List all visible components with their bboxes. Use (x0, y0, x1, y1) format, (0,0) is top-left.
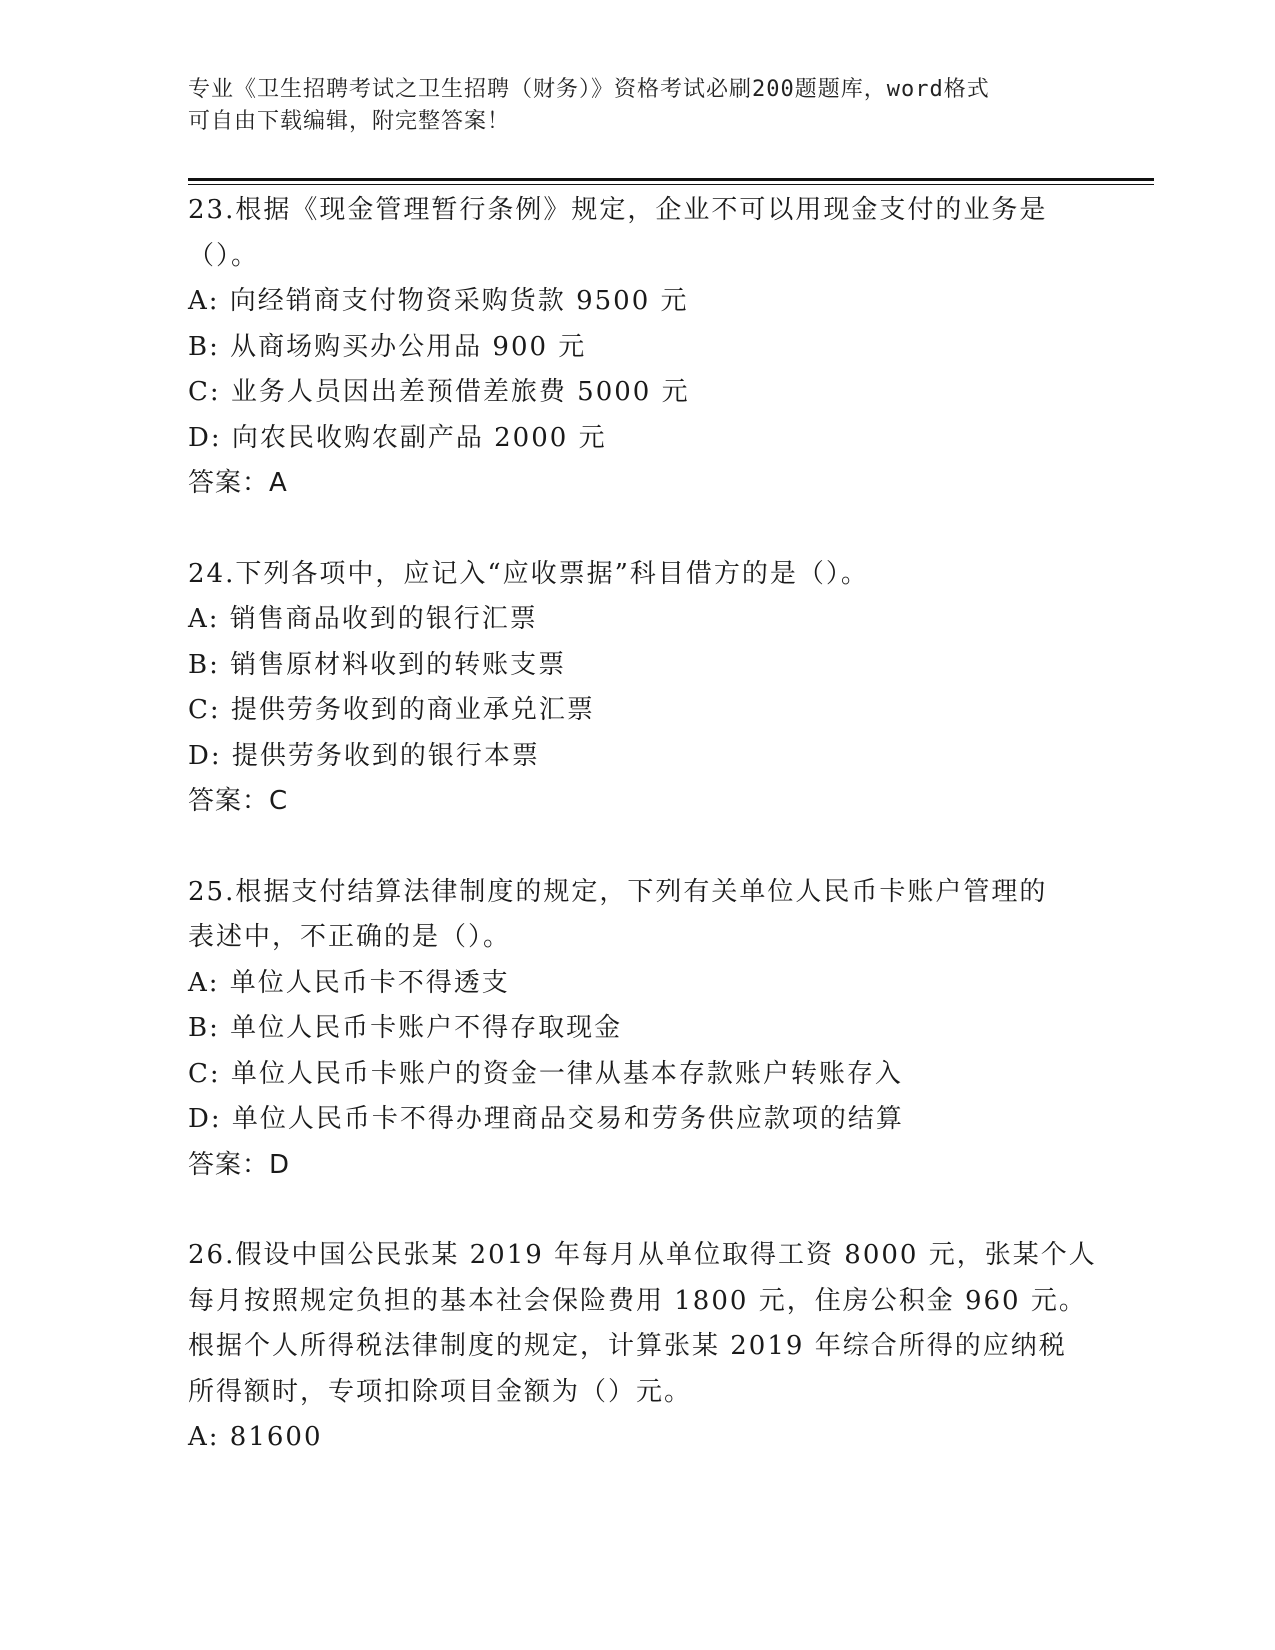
header-rule-thick (188, 178, 1154, 181)
option-b: B: 单位人民币卡账户不得存取现金 (188, 1013, 623, 1043)
option-c: C: 业务人员因出差预借差旅费 5000 元 (188, 377, 690, 407)
option-d: D: 单位人民币卡不得办理商品交易和劳务供应款项的结算 (188, 1104, 904, 1134)
header-rule-thin (188, 184, 1154, 185)
question-stem-line: 26.假设中国公民张某 2019 年每月从单位取得工资 8000 元，张某个人 (188, 1240, 1097, 1270)
option-b: B: 销售原材料收到的转账支票 (188, 649, 567, 680)
answer-label: 答案：C (188, 786, 289, 816)
option-d: D: 向农民收购农副产品 2000 元 (188, 422, 607, 453)
answer-label: 答案：D (188, 1149, 291, 1180)
document-header (188, 74, 1088, 138)
question-stem-line: 表述中，不正确的是（）。 (188, 922, 512, 952)
header-line-2: 可自由下载编辑，附完整答案！ (188, 109, 511, 134)
question-stem-line: 所得额时，专项扣除项目金额为（）元。 (188, 1376, 693, 1407)
option-c: C: 提供劳务收到的商业承兑汇票 (188, 695, 595, 725)
question-23 (188, 188, 1088, 507)
question-gap (188, 507, 1088, 552)
question-gap (188, 1188, 1088, 1233)
question-24 (188, 552, 1088, 825)
question-stem-line: （）。 (188, 240, 260, 271)
option-a: A: 81600 (188, 1422, 323, 1452)
question-gap (188, 825, 1088, 870)
option-c: C: 单位人民币卡账户的资金一律从基本存款账户转账存入 (188, 1058, 903, 1089)
option-a: A: 销售商品收到的银行汇票 (188, 604, 538, 634)
question-26 (188, 1233, 1097, 1461)
question-25 (188, 870, 1088, 1189)
question-list (188, 188, 1097, 1461)
question-stem-line: 23.根据《现金管理暂行条例》规定，企业不可以用现金支付的业务是 (188, 195, 1048, 225)
option-a: A: 向经销商支付物资采购货款 9500 元 (188, 286, 689, 316)
header-line-1: 专业《卫生招聘考试之卫生招聘（财务）》资格考试必刷200题题库，word格式 (188, 77, 990, 102)
answer-label: 答案：A (188, 468, 288, 498)
option-a: A: 单位人民币卡不得透支 (188, 967, 510, 998)
option-b: B: 从商场购买办公用品 900 元 (188, 331, 587, 362)
question-stem-line: 每月按照规定负担的基本社会保险费用 1800 元，住房公积金 960 元。 (188, 1285, 1087, 1316)
question-stem-line: 24.下列各项中，应记入“应收票据”科目借方的是（）。 (188, 558, 869, 589)
question-stem-line: 25.根据支付结算法律制度的规定，下列有关单位人民币卡账户管理的 (188, 876, 1048, 907)
question-stem-line: 根据个人所得税法律制度的规定，计算张某 2019 年综合所得的应纳税 (188, 1331, 1067, 1361)
option-d: D: 提供劳务收到的银行本票 (188, 740, 540, 771)
